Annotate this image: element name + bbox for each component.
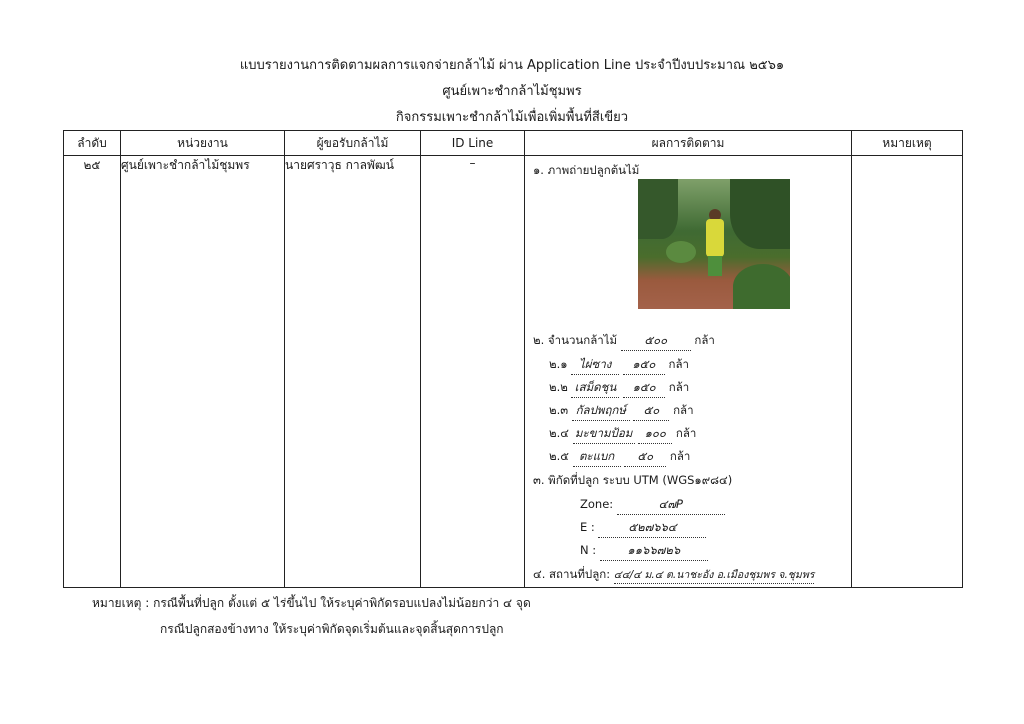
cell-note (852, 156, 963, 588)
col-header-result: ผลการติดตาม (525, 131, 852, 156)
easting-line: E : ๕๒๗๖๖๔ (580, 519, 706, 538)
location-line: ๔. สถานที่ปลูก: ๔๔/๔ ม.๔ ต.นาชะอัง อ.เมืองชุมพร จ.ชุมพร (533, 566, 814, 584)
list-item: ๒.๕ ตะแบก ๕๐ กล้า (549, 448, 690, 467)
zone-value: ๔๗P (617, 496, 725, 515)
report-subtitle-activity: กิจกรรมเพาะชำกล้าไม้เพื่อเพิ่มพื้นที่สีเขียว (395, 110, 629, 125)
total-label: ๒. จำนวนกล้าไม้ (533, 333, 618, 347)
total-value: ๕๐๐ (621, 332, 691, 351)
col-header-id-line: ID Line (421, 131, 525, 156)
northing-value: ๑๑๖๖๗๒๖ (600, 542, 708, 561)
col-header-agency: หน่วยงาน (121, 131, 285, 156)
remark-line-2: กรณีปลูกสองข้างทาง ให้ระบุค่าพิกัดจุดเริ่มต้นและจุดสิ้นสุดการปลูก (160, 622, 504, 636)
location-value: ๔๔/๔ ม.๔ ต.นาชะอัง อ.เมืองชุมพร จ.ชุมพร (614, 566, 815, 584)
col-header-no: ลำดับ (64, 131, 121, 156)
photo-label: ๑. ภาพถ่ายปลูกต้นไม้ (533, 163, 640, 177)
report-title: แบบรายงานการติดตามผลการแจกจ่ายกล้าไม้ ผ่าน Application Line ประจำปีงบประมาณ ๒๕๖๑ (239, 58, 785, 73)
cell-id-line: – (421, 156, 525, 588)
col-header-note: หมายเหตุ (852, 131, 963, 156)
cell-agency: ศูนย์เพาะชำกล้าไม้ชุมพร (121, 156, 285, 588)
table-row (64, 156, 963, 588)
table-header-row (64, 131, 963, 156)
unit-label: กล้า (694, 333, 715, 347)
cell-result (525, 156, 852, 588)
col-header-recipient: ผู้ขอรับกล้าไม้ (285, 131, 421, 156)
list-item: ๒.๑ ไผ่ซาง ๑๕๐ กล้า (549, 356, 689, 375)
report-table (63, 130, 963, 588)
planting-photo (638, 179, 790, 309)
list-item: ๒.๒ เสม็ดชุน ๑๕๐ กล้า (549, 379, 689, 398)
cell-recipient: นายศราวุธ กาลพัฒน์ (285, 156, 421, 588)
easting-value: ๕๒๗๖๖๔ (598, 519, 706, 538)
zone-line: Zone: ๔๗P (580, 496, 725, 515)
report-subtitle-center: ศูนย์เพาะชำกล้าไม้ชุมพร (442, 84, 582, 99)
total-seedlings-line (533, 332, 715, 351)
list-item: ๒.๔ มะขามป้อม ๑๐๐ กล้า (549, 425, 696, 444)
northing-line: N : ๑๑๖๖๗๒๖ (580, 542, 708, 561)
remark-line-1: หมายเหตุ : กรณีพื้นที่ปลูก ตั้งแต่ ๕ ไร่ขึ้นไป ให้ระบุค่าพิกัดรอบแปลงไม่น้อยกว่า ๔ จุด (92, 596, 531, 610)
cell-no: ๒๕ (64, 156, 121, 588)
list-item: ๒.๓ กัลปพฤกษ์ ๕๐ กล้า (549, 402, 694, 421)
coord-label: ๓. พิกัดที่ปลูก ระบบ UTM (WGS๑๙๘๔) (533, 473, 733, 487)
